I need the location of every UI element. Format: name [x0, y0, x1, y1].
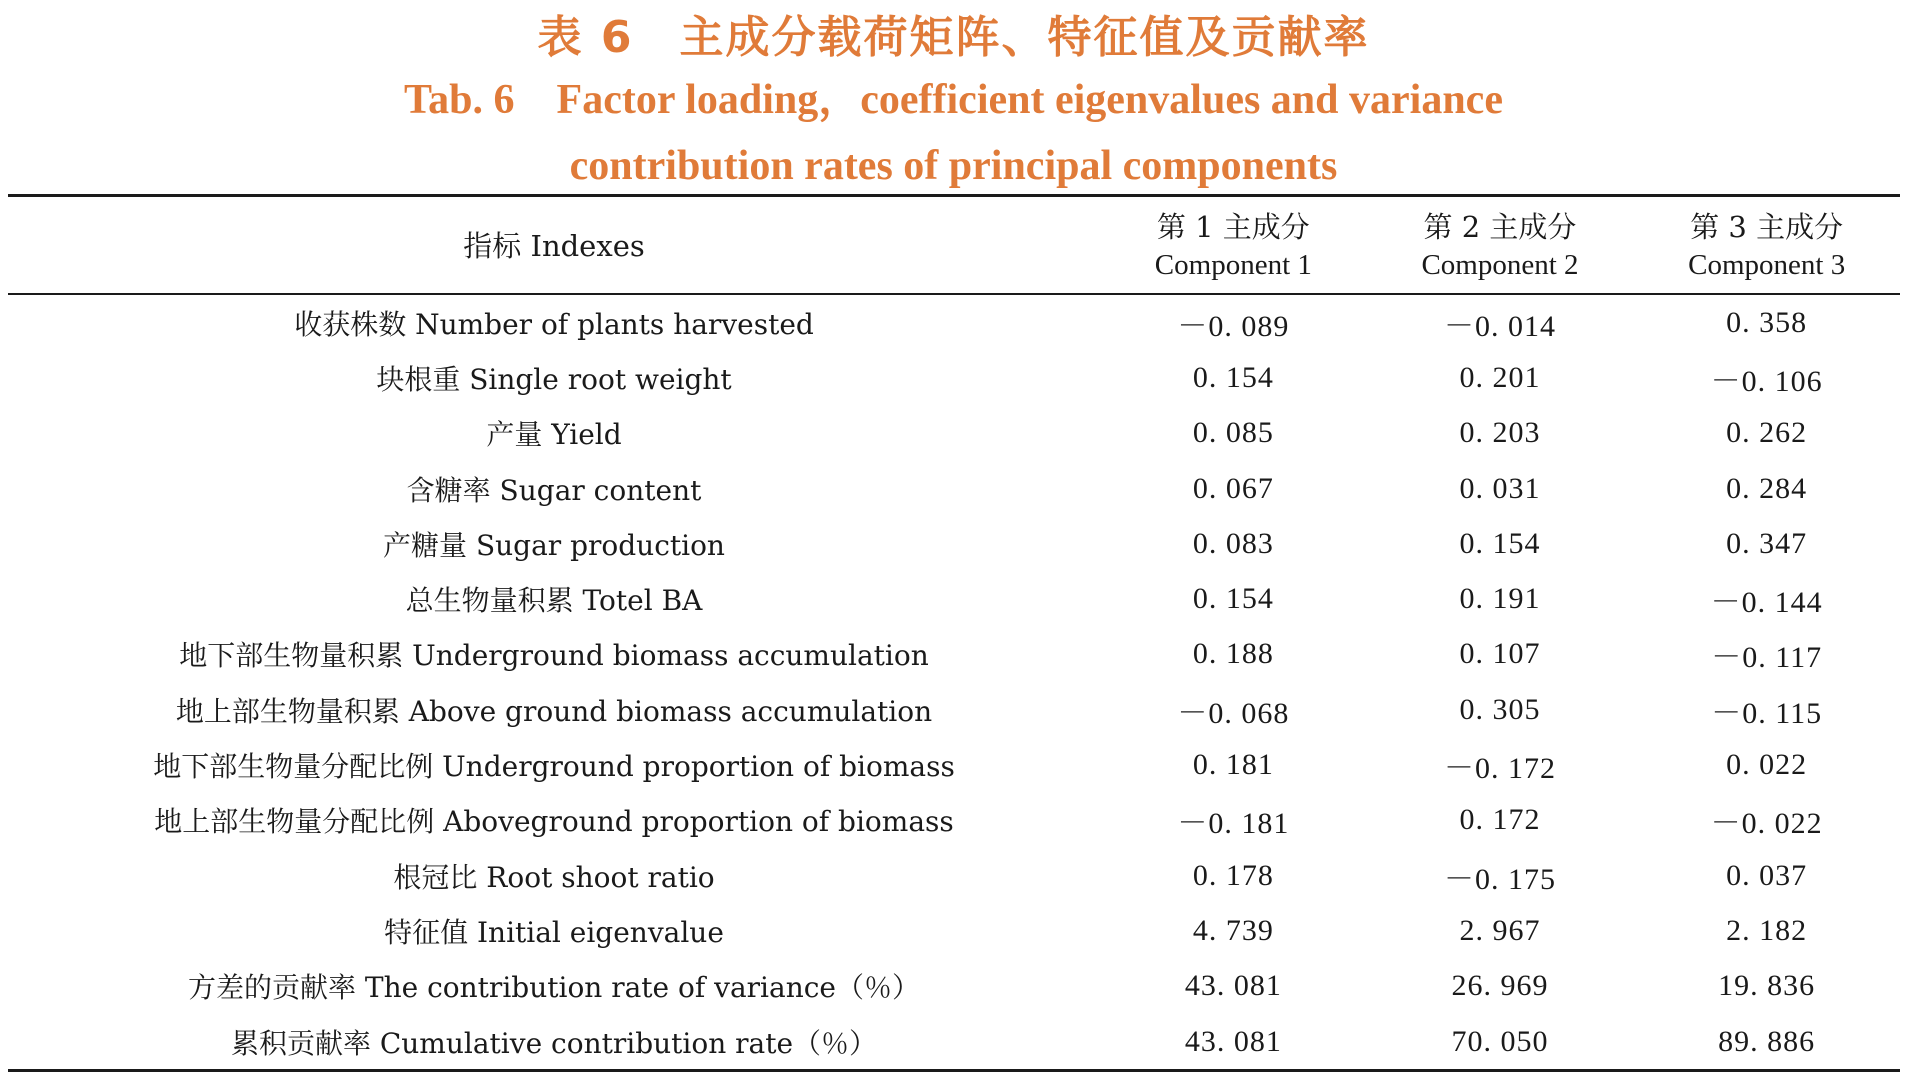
- component-3-value: 0. 347: [1726, 526, 1808, 560]
- component-2-value: 0. 203: [1459, 416, 1541, 450]
- table-row: [8, 406, 1900, 461]
- table-body: [8, 295, 1900, 1069]
- row-index-label: 方差的贡献率 The contribution rate of variance（％）: [188, 971, 920, 1005]
- component-2-value: 0. 201: [1459, 360, 1541, 394]
- header-component-2: [1367, 197, 1634, 295]
- row-index-label: 总生物量积累 Totel BA: [405, 584, 703, 618]
- row-index-label: 产量 Yield: [486, 418, 622, 452]
- component-2-value: －0. 014: [1444, 309, 1556, 343]
- component-2-value: 0. 191: [1459, 582, 1541, 616]
- component-3-value: －0. 144: [1710, 586, 1823, 620]
- row-index-label: 地上部生物量分配比例 Aboveground proportion of biomass: [154, 805, 954, 839]
- row-index-label: 地下部生物量积累 Underground biomass accumulation: [179, 639, 929, 673]
- table-row: [8, 350, 1900, 405]
- table-row: [8, 793, 1900, 848]
- component-2-value: 0. 031: [1459, 471, 1541, 505]
- row-index-label: 根冠比 Root shoot ratio: [393, 860, 715, 894]
- component-2-value: 2. 967: [1459, 913, 1541, 947]
- component-3-value: 0. 022: [1726, 748, 1808, 782]
- component-2-value: 0. 305: [1459, 692, 1541, 726]
- component-1-value: 0. 154: [1192, 582, 1274, 616]
- component-1-value: －0. 181: [1177, 807, 1290, 841]
- component-1-value: 0. 083: [1192, 526, 1274, 560]
- component-3-value: －0. 115: [1711, 696, 1823, 730]
- component-1-value: －0. 089: [1177, 309, 1290, 343]
- component-1-value: 0. 067: [1192, 471, 1274, 505]
- component-1-value: 43. 081: [1184, 969, 1282, 1003]
- table-title-english-line-1: Tab. 6 Factor loading，coefficient eigenvalues and variance: [404, 77, 1503, 123]
- row-index-label: 收获株数 Number of plants harvested: [294, 307, 814, 341]
- header-indexes: [8, 197, 1100, 295]
- component-1-value: 0. 178: [1192, 858, 1274, 892]
- table-row: [8, 571, 1900, 626]
- table-row: [8, 682, 1900, 737]
- component-1-value: 0. 188: [1192, 637, 1274, 671]
- row-index-label: 含糖率 Sugar content: [406, 473, 702, 507]
- header-component-3-en: Component 3: [1688, 249, 1846, 281]
- component-1-value: 43. 081: [1184, 1024, 1282, 1058]
- table-row: [8, 516, 1900, 571]
- component-3-value: 0. 262: [1726, 416, 1808, 450]
- component-3-value: 0. 284: [1726, 471, 1808, 505]
- table-title-chinese: 表 6 主成分载荷矩阵、特征值及贡献率: [537, 12, 1370, 63]
- component-3-value: －0. 022: [1710, 807, 1823, 841]
- table-row: [8, 848, 1900, 903]
- component-2-value: 0. 172: [1459, 803, 1541, 837]
- component-3-value: －0. 117: [1711, 641, 1823, 675]
- header-component-3: [1633, 197, 1900, 295]
- table-row: [8, 1014, 1900, 1069]
- component-1-value: 0. 181: [1192, 748, 1274, 782]
- component-3-value: 0. 037: [1726, 858, 1808, 892]
- table-row: [8, 461, 1900, 516]
- header-component-2-en: Component 2: [1421, 249, 1579, 281]
- principal-components-table: [8, 197, 1900, 1069]
- component-1-value: －0. 068: [1177, 696, 1290, 730]
- component-1-value: 4. 739: [1192, 913, 1274, 947]
- row-index-label: 块根重 Single root weight: [376, 362, 732, 396]
- component-1-value: 0. 085: [1192, 416, 1274, 450]
- header-component-1-en: Component 1: [1154, 249, 1312, 281]
- header-indexes-label: 指标 Indexes: [463, 229, 645, 263]
- table-row: [8, 295, 1900, 350]
- table-title-english-line-2: contribution rates of principal components: [569, 143, 1338, 189]
- header-component-1-cn: 第 1 主成分: [1156, 210, 1310, 244]
- row-index-label: 产糖量 Sugar production: [383, 528, 725, 562]
- component-3-value: 0. 358: [1726, 305, 1808, 339]
- table-row: [8, 737, 1900, 792]
- component-3-value: －0. 106: [1710, 364, 1823, 398]
- row-index-label: 特征值 Initial eigenvalue: [384, 915, 724, 949]
- table-header-row: [8, 197, 1900, 295]
- component-2-value: 0. 107: [1459, 637, 1541, 671]
- header-component-2-cn: 第 2 主成分: [1423, 210, 1577, 244]
- table-row: [8, 627, 1900, 682]
- row-index-label: 地下部生物量分配比例 Underground proportion of biomass: [153, 750, 955, 784]
- component-3-value: 89. 886: [1718, 1024, 1816, 1058]
- component-2-value: －0. 175: [1444, 862, 1556, 896]
- header-component-3-cn: 第 3 主成分: [1690, 210, 1844, 244]
- header-component-1: [1100, 197, 1367, 295]
- component-2-value: －0. 172: [1444, 752, 1556, 786]
- component-2-value: 70. 050: [1451, 1024, 1549, 1058]
- table-row: [8, 959, 1900, 1014]
- row-index-label: 地上部生物量积累 Above ground biomass accumulation: [175, 694, 933, 728]
- table-bottom-rule: [8, 1069, 1900, 1072]
- row-index-label: 累积贡献率 Cumulative contribution rate（％）: [230, 1026, 878, 1060]
- component-2-value: 26. 969: [1451, 969, 1549, 1003]
- component-2-value: 0. 154: [1459, 526, 1541, 560]
- table-row: [8, 903, 1900, 958]
- component-3-value: 19. 836: [1718, 969, 1816, 1003]
- component-3-value: 2. 182: [1726, 913, 1808, 947]
- component-1-value: 0. 154: [1192, 360, 1274, 394]
